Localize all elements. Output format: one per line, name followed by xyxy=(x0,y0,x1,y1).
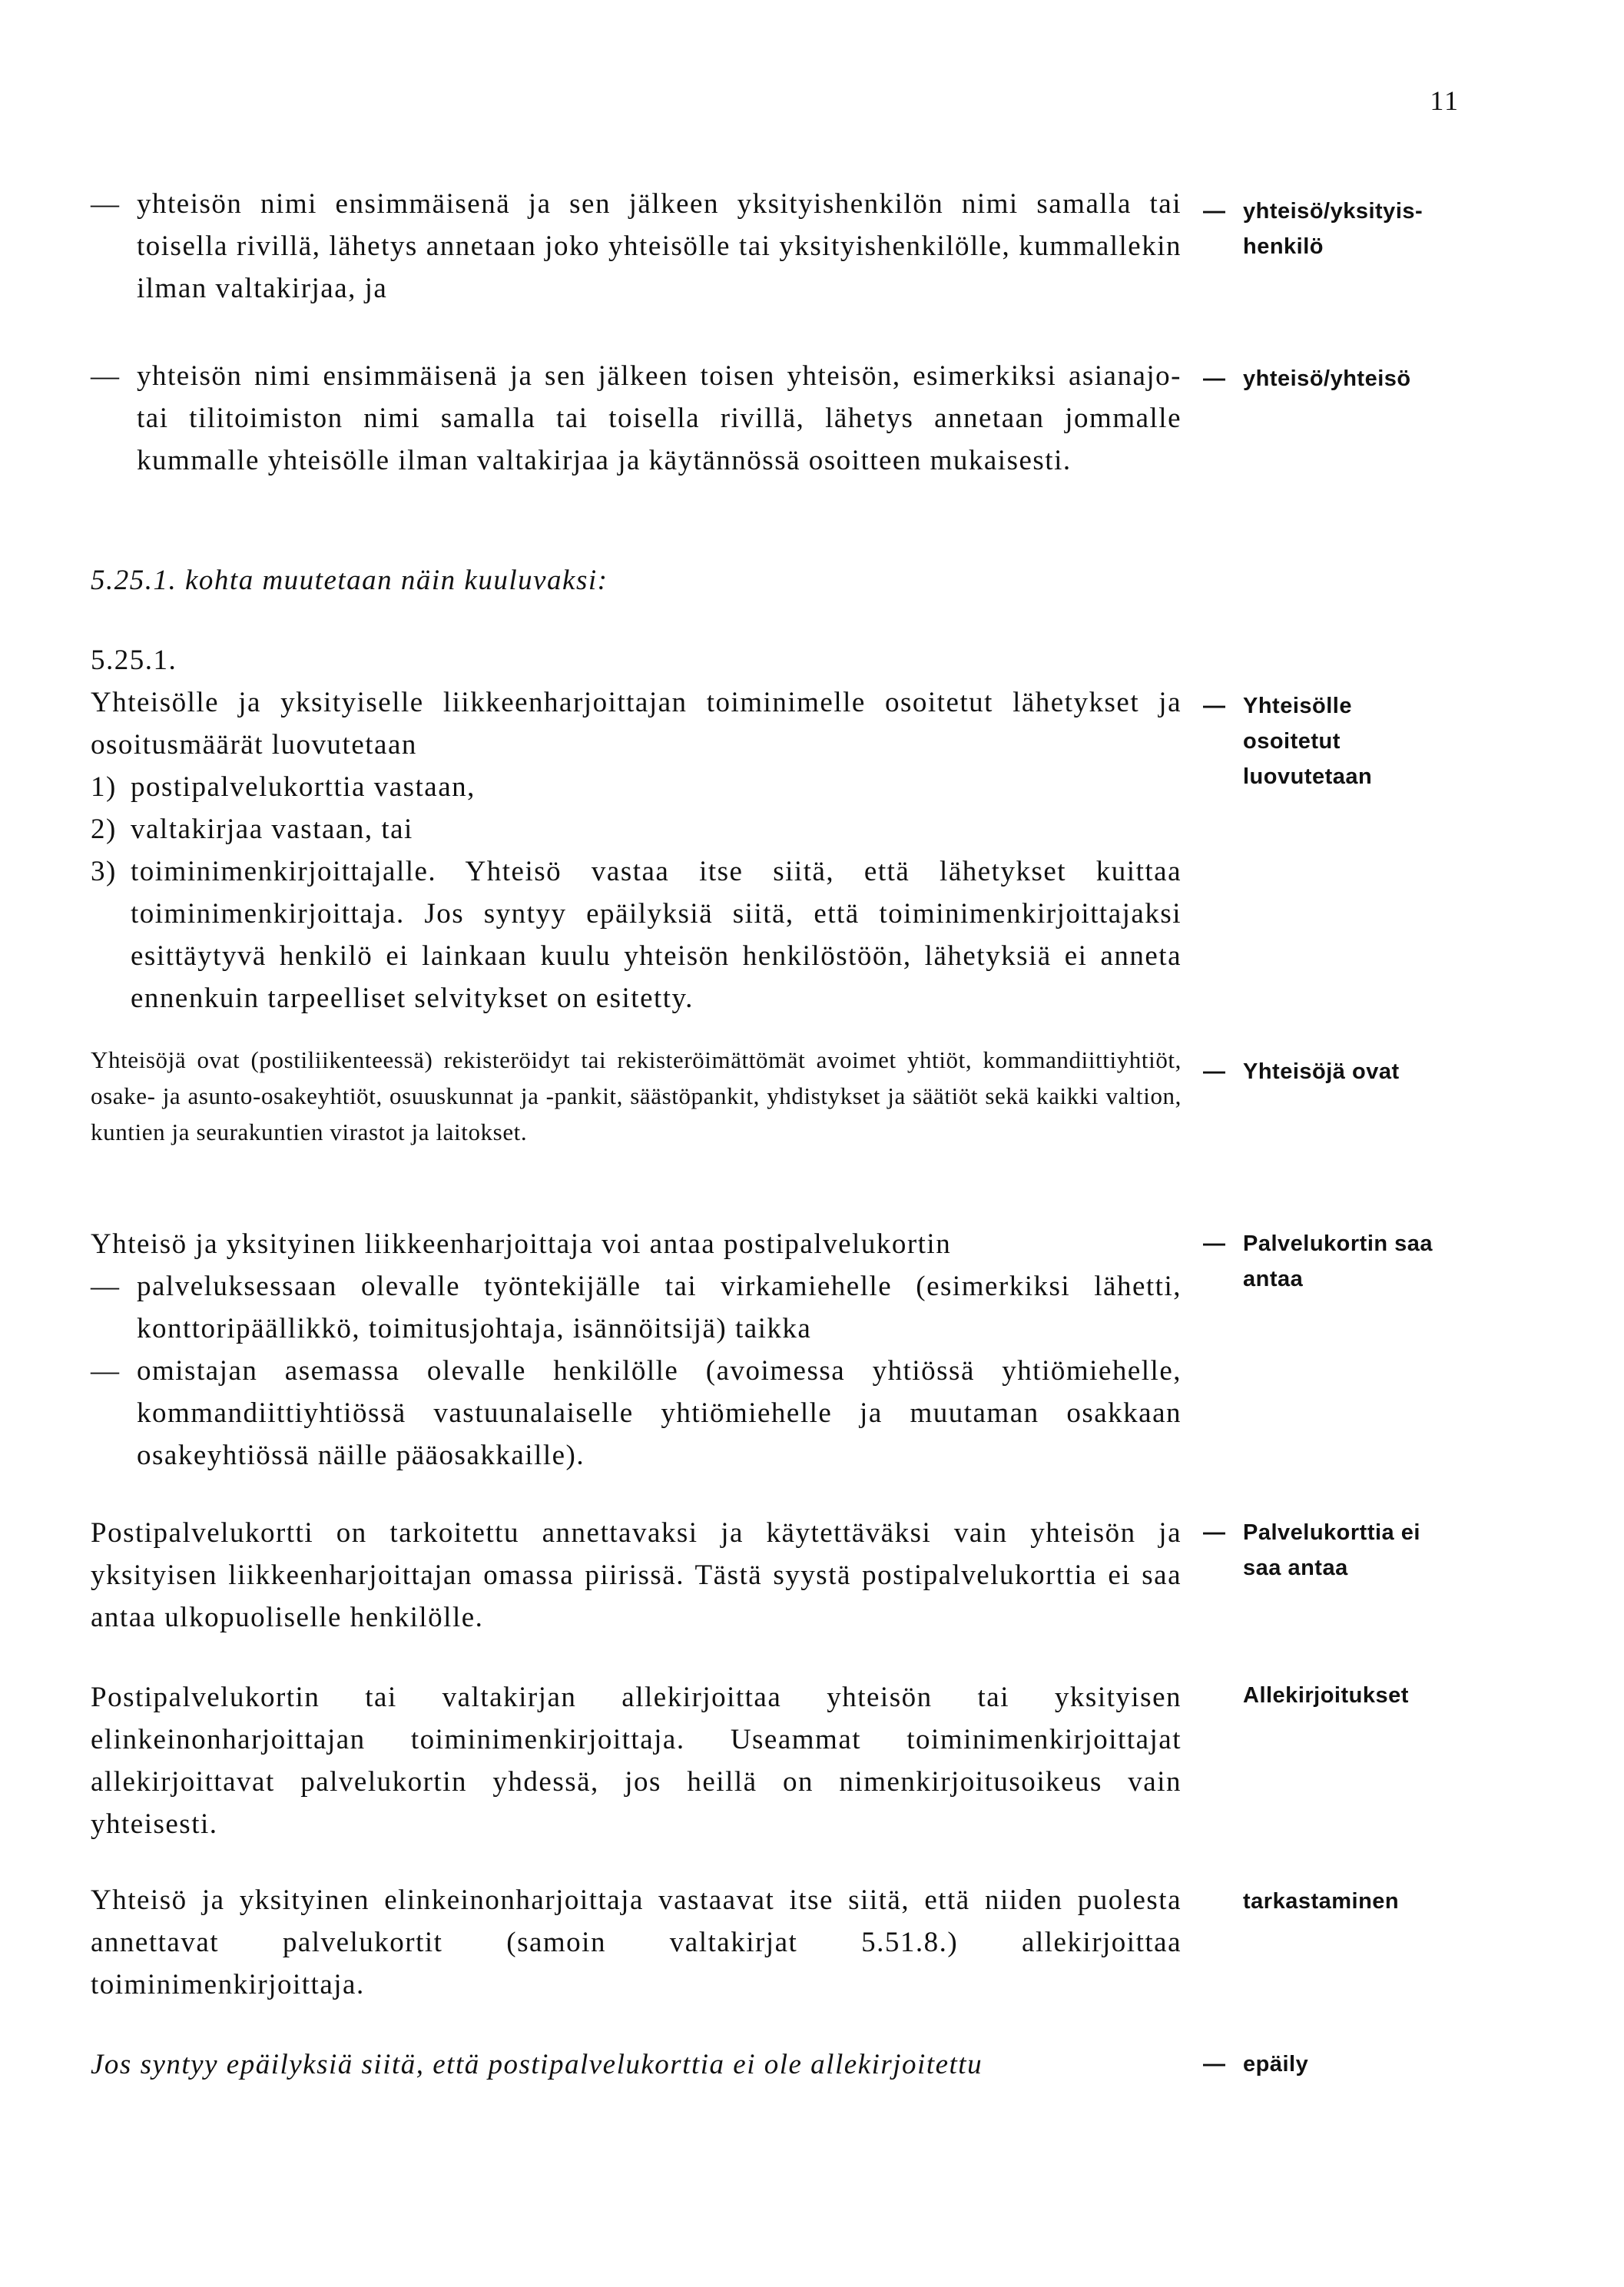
margin-note-yhteiso-yksityishenkilo xyxy=(1203,194,1495,264)
list-item-number: 1) xyxy=(91,771,117,803)
dash-marker: — xyxy=(91,188,121,220)
margin-note-line: yhteisö/yhteisö xyxy=(1243,366,1411,391)
list-item-text: palveluksessaan olevalle työntekijälle tai virkamiehelle (esimerkiksi lähetti, konttoripäällikkö, toimitusjohtaja, isännöitsijä) taikka xyxy=(137,1271,1182,1344)
margin-note-line: osoitetut xyxy=(1243,729,1341,754)
dash-marker: — xyxy=(1203,2052,1226,2077)
paragraph-yhteiso-yhteiso xyxy=(91,355,1182,482)
paragraph-tarkastaminen: Yhteisö ja yksityinen elinkeinonharjoittaja vastaavat itse siitä, että niiden puolesta annettavat palvelukortit (samoin valtakirjat 5.51.8.) allekirjoittaa toiminimenkirjoittaja. xyxy=(91,1884,1182,2000)
paragraph-allekirjoitukset: Postipalvelukortin tai valtakirjan allekirjoittaa yhteisön tai yksityisen elinkeinonharjoittajan toiminimenkirjoittaja. Useammat toiminimenkirjoittajat allekirjoittavat palvelukortin yhdessä, jos heillä on nimenkirjoitusoikeus vain yhteisesti. xyxy=(91,1682,1182,1840)
list-item-text: valtakirjaa vastaan, tai xyxy=(131,814,413,845)
margin-note-line: tarkastaminen xyxy=(1243,1889,1400,1914)
margin-note-line: Yhteisöjä ovat xyxy=(1243,1059,1400,1084)
margin-note-yhteiso-yhteiso xyxy=(1203,361,1495,396)
margin-note-line: Palvelukortin saa xyxy=(1243,1231,1433,1256)
margin-note-line: Yhteisölle xyxy=(1243,694,1352,718)
list-item-number: 3) xyxy=(91,856,117,887)
dash-marker: — xyxy=(1203,366,1226,391)
list-item-number: 2) xyxy=(91,814,117,845)
margin-note-tarkastaminen xyxy=(1203,1884,1495,1919)
section-5-25-1 xyxy=(91,639,1182,1019)
paragraph-yhteiso-yksityishenkilo xyxy=(91,183,1182,310)
margin-note-yhteisoja-ovat xyxy=(1203,1054,1495,1089)
list-item xyxy=(91,1265,1182,1350)
margin-note-epaily xyxy=(1203,2047,1495,2082)
dash-marker: — xyxy=(1203,1520,1226,1545)
list-item-text: postipalvelukorttia vastaan, xyxy=(131,771,476,803)
margin-note-line: luovutetaan xyxy=(1243,764,1373,789)
list-item-text: toiminimenkirjoittajalle. Yhteisö vastaa itse siitä, että lähetykset kuittaa toiminimenkirjoittaja. Jos syntyy epäilyksiä siitä, että toiminimenkirjoittajaksi esittäytyvä henkilö ei lainkaan kuulu yhteisön henkilöstöön, lähetyksiä ei anneta ennenkuin tarpeelliset selvitykset on esitetty. xyxy=(131,856,1182,1014)
paragraph-epaily: Jos syntyy epäilyksiä siitä, että postipalvelukorttia ei ole allekirjoitettu xyxy=(91,2049,983,2080)
page-number: 11 xyxy=(1430,85,1460,116)
list-item xyxy=(91,766,1182,808)
margin-note-line: antaa xyxy=(1243,1267,1304,1291)
section-number: 5.25.1. xyxy=(91,645,177,676)
dash-marker: — xyxy=(91,1355,121,1387)
margin-note-line: saa antaa xyxy=(1243,1556,1348,1580)
paragraph-intro: Yhteisö ja yksityinen liikkeenharjoittaja voi antaa postipalvelukortin xyxy=(91,1228,952,1260)
amendment-heading: 5.25.1. kohta muutetaan näin kuuluvaksi: xyxy=(91,565,608,596)
margin-note-line: Allekirjoitukset xyxy=(1243,1683,1409,1708)
list-item-text: omistajan asemassa olevalle henkilölle (avoimessa yhtiössä yhtiömiehelle, kommandiittiyhtiössä vastuunalaiselle yhtiömiehelle ja muutaman osakkaan osakeyhtiössä näille pääosakkaille). xyxy=(137,1355,1182,1471)
dash-marker: — xyxy=(1203,199,1226,224)
paragraph-yhteisoja-ovat: Yhteisöjä ovat (postiliikenteessä) rekisteröidyt tai rekisteröimättömät avoimet yhtiöt, kommandiittiyhtiöt, osake- ja asunto-osakeyhtiöt, osuuskunnat ja -pankit, säästöpankit, yhdistykset ja säätiöt sekä kaikki valtion, kuntien ja seurakuntien virastot ja laitokset. xyxy=(91,1046,1182,1145)
section-intro: Yhteisölle ja yksityiselle liikkeenharjoittajan toiminimelle osoitetut lähetykset ja osoitusmäärät luovutetaan xyxy=(91,687,1182,761)
dash-marker: — xyxy=(91,360,121,392)
paragraph-palvelukorttia-ei-saa-antaa: Postipalvelukortti on tarkoitettu annettavaksi ja käytettäväksi vain yhteisön ja yksityisen liikkeenharjoittajan omassa piirissä. Tästä syystä postipalvelukorttia ei saa antaa ulkopuoliselle henkilölle. xyxy=(91,1517,1182,1633)
dash-marker: — xyxy=(91,1271,121,1302)
dash-marker: — xyxy=(1203,1231,1226,1256)
dash-marker: — xyxy=(1203,1059,1226,1084)
margin-note-line: henkilö xyxy=(1243,234,1324,259)
list-item xyxy=(91,850,1182,1019)
margin-note-allekirjoitukset xyxy=(1203,1678,1495,1713)
margin-note-line: epäily xyxy=(1243,2052,1309,2077)
margin-note-yhteisolle-osoitetut xyxy=(1203,688,1495,794)
margin-note-line: yhteisö/yksityis- xyxy=(1243,199,1423,224)
dash-marker: — xyxy=(1203,694,1226,718)
paragraph-palvelukortin-saa-antaa xyxy=(91,1223,1182,1477)
margin-note-palvelukorttia-ei-saa-antaa xyxy=(1203,1515,1495,1586)
margin-note-line: Palvelukorttia ei xyxy=(1243,1520,1420,1545)
paragraph-text: yhteisön nimi ensimmäisenä ja sen jälkeen yksityishenkilön nimi samalla tai toisella rivillä, lähetys annetaan joko yhteisölle tai yksityishenkilölle, kummallekin ilman valtakirjaa, ja xyxy=(137,188,1182,304)
paragraph-text: yhteisön nimi ensimmäisenä ja sen jälkeen toisen yhteisön, esimerkiksi asianajo- tai tilitoimiston nimi samalla tai toisella rivillä, lähetys annetaan jommalle kummalle yhteisölle ilman valtakirjaa ja käytännössä osoitteen mukaisesti. xyxy=(137,360,1182,476)
margin-note-palvelukortin-saa-antaa xyxy=(1203,1226,1495,1297)
list-item xyxy=(91,808,1182,850)
list-item xyxy=(91,1350,1182,1477)
